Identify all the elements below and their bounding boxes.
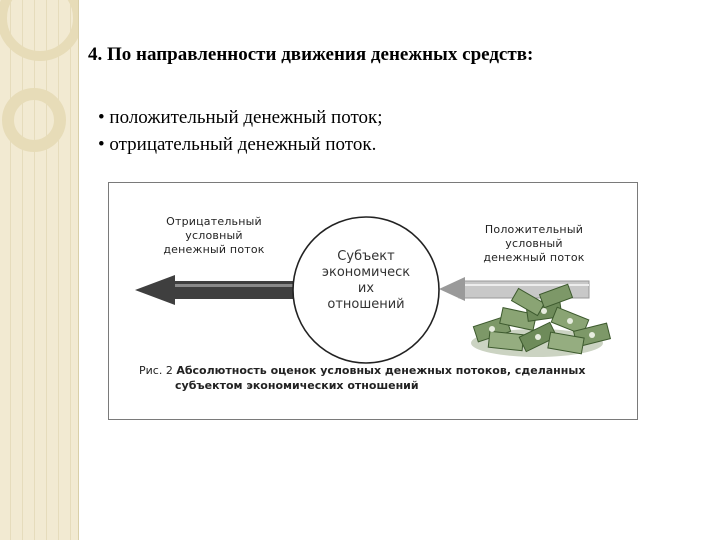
- sidebar-circles: [0, 0, 78, 540]
- positive-label-line: условный: [505, 237, 563, 250]
- caption-prefix: Рис. 2: [139, 364, 177, 377]
- bullet-negative-flow: • отрицательный денежный поток.: [98, 134, 377, 155]
- positive-flow-label: [475, 223, 593, 265]
- slide-title: 4. По направленности движения денежных средств:: [88, 44, 534, 65]
- negative-label-line: условный: [185, 229, 243, 242]
- subject-label-line: Субъект: [337, 249, 395, 264]
- negative-label-line: денежный поток: [163, 243, 265, 256]
- positive-label-line: денежный поток: [483, 251, 585, 264]
- caption-title: Абсолютность оценок условных денежных потоков, сделанных: [176, 364, 586, 377]
- subject-label-line: экономическ: [321, 265, 411, 280]
- subject-label-line: отношений: [327, 297, 405, 312]
- figure-caption-line2: субъектом экономических отношений: [175, 379, 419, 392]
- decorative-sidebar: [0, 0, 79, 540]
- figure-box: [108, 182, 638, 420]
- negative-flow-label: [159, 215, 269, 257]
- positive-label-line: Положительный: [484, 223, 584, 236]
- negative-label-line: Отрицательный: [166, 215, 262, 228]
- subject-label: [309, 249, 423, 313]
- subject-label-line: их: [357, 281, 375, 296]
- figure-caption: [139, 363, 585, 379]
- bullet-positive-flow: • положительный денежный поток;: [98, 107, 383, 128]
- left-arrow-icon: [135, 275, 295, 305]
- bullet-list: [98, 104, 383, 158]
